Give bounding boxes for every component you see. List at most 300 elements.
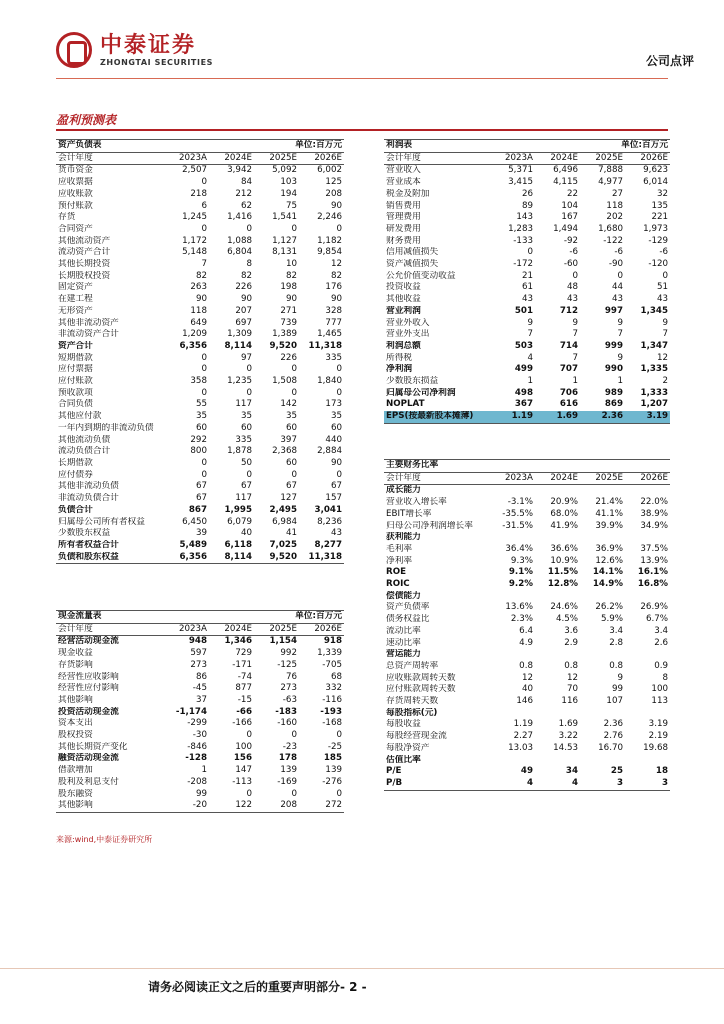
row-value: 1.19 bbox=[513, 719, 533, 730]
row-label: 负债合计 bbox=[58, 504, 93, 515]
row-value: 226 bbox=[235, 282, 252, 293]
table-title: 资产负债表 bbox=[56, 140, 254, 153]
row-value bbox=[535, 708, 580, 720]
row-value: 503 bbox=[514, 340, 533, 351]
table-row bbox=[56, 294, 344, 306]
row-label: 管理费用 bbox=[386, 212, 421, 223]
row-label: 偿债能力 bbox=[386, 590, 421, 601]
row-value: 739 bbox=[280, 317, 297, 328]
row-value: 7 bbox=[572, 329, 579, 340]
row-value: 37.5% bbox=[640, 543, 669, 554]
year-header: 2026E bbox=[299, 152, 344, 165]
row-label: 货币资金 bbox=[58, 165, 93, 176]
table-unit: 单位:百万元 bbox=[254, 611, 344, 624]
row-value: 0 bbox=[291, 387, 297, 398]
table-row bbox=[384, 318, 670, 330]
row-label: 每股经营现金流 bbox=[386, 731, 447, 742]
table-row bbox=[56, 341, 344, 353]
row-value: 9 bbox=[617, 317, 624, 328]
row-label: 股东融资 bbox=[58, 788, 93, 799]
section-divider bbox=[56, 129, 668, 131]
table-row bbox=[56, 718, 344, 730]
row-value: 729 bbox=[235, 648, 252, 659]
row-label: 研发费用 bbox=[386, 223, 421, 234]
row-value: 616 bbox=[559, 399, 579, 410]
row-value: 90 bbox=[240, 294, 252, 305]
row-value: 113 bbox=[651, 696, 669, 707]
row-value: 397 bbox=[280, 434, 297, 445]
row-value: 104 bbox=[561, 200, 579, 211]
row-value bbox=[490, 485, 535, 497]
row-value: 2,368 bbox=[272, 446, 297, 457]
row-value: -846 bbox=[187, 741, 207, 752]
table-row bbox=[56, 742, 344, 754]
row-value: 6.7% bbox=[645, 614, 669, 625]
row-value: 6,356 bbox=[179, 340, 207, 351]
row-label: 流动负债合计 bbox=[58, 446, 111, 457]
header-divider bbox=[56, 78, 668, 79]
row-value: 1,973 bbox=[643, 223, 669, 234]
row-value: 9 bbox=[527, 317, 533, 328]
row-label: 其他应付款 bbox=[58, 411, 102, 422]
row-value: 11,318 bbox=[308, 340, 343, 351]
row-value: 67 bbox=[195, 481, 207, 492]
row-value: 157 bbox=[325, 493, 343, 504]
row-label: 其他长期资产变化 bbox=[58, 741, 128, 752]
row-value: 9,520 bbox=[254, 552, 299, 564]
table-unit: 单位:百万元 bbox=[254, 140, 344, 153]
row-value: 6,356 bbox=[164, 552, 209, 564]
row-value: 0 bbox=[201, 352, 207, 363]
row-value: 32 bbox=[656, 188, 669, 199]
table-row bbox=[384, 341, 670, 353]
row-value: 0 bbox=[336, 788, 343, 799]
source-note: 来源:wind,中泰证券研究所 bbox=[56, 835, 153, 844]
table-title-row bbox=[56, 140, 344, 153]
table-row bbox=[56, 271, 344, 283]
row-value: 16.1% bbox=[637, 567, 669, 578]
table-row bbox=[384, 731, 670, 743]
row-label: 营业收入 bbox=[386, 165, 421, 176]
row-value: 7 bbox=[617, 329, 624, 340]
row-value: 0 bbox=[246, 730, 252, 741]
row-value: -31.5% bbox=[502, 520, 533, 531]
row-value: 999 bbox=[604, 340, 624, 351]
row-label: 投资收益 bbox=[386, 282, 421, 293]
row-value: 8 bbox=[246, 259, 252, 270]
row-label: ROIC bbox=[386, 579, 410, 590]
table-row bbox=[384, 201, 670, 213]
row-value: 3.22 bbox=[558, 731, 579, 742]
row-value: 9,520 bbox=[269, 340, 297, 351]
table-row bbox=[56, 765, 344, 777]
row-value: 39 bbox=[195, 528, 207, 539]
table-row bbox=[56, 282, 344, 294]
row-label: 营运能力 bbox=[386, 649, 421, 660]
table-header-row bbox=[384, 472, 670, 485]
row-value bbox=[490, 755, 535, 767]
row-value: 707 bbox=[559, 364, 579, 375]
year-header: 2023A bbox=[164, 152, 209, 165]
row-value: 1,154 bbox=[269, 636, 297, 647]
row-value: 1,339 bbox=[317, 648, 343, 659]
table-row bbox=[56, 376, 344, 388]
row-value: 67 bbox=[285, 481, 297, 492]
row-value: 335 bbox=[325, 352, 343, 363]
row-value: 1,541 bbox=[272, 212, 297, 223]
table-row bbox=[56, 540, 344, 552]
row-value: 118 bbox=[606, 200, 624, 211]
row-value: 99 bbox=[195, 788, 207, 799]
row-value bbox=[490, 532, 535, 544]
row-value: 6,002 bbox=[317, 165, 343, 176]
row-value: 50 bbox=[240, 457, 252, 468]
table-row bbox=[56, 224, 344, 236]
row-label: 销售费用 bbox=[386, 200, 421, 211]
row-value bbox=[580, 532, 625, 544]
row-label: 其他非流动资产 bbox=[58, 317, 119, 328]
row-value: 2 bbox=[662, 376, 669, 387]
logo-en-text: ZHONGTAI SECURITIES bbox=[100, 57, 213, 67]
table-row bbox=[56, 493, 344, 505]
row-value: 332 bbox=[325, 683, 343, 694]
table-row bbox=[384, 376, 670, 388]
row-value: 39.9% bbox=[595, 520, 624, 531]
row-label: 流动资产合计 bbox=[58, 247, 111, 258]
row-value: 1,088 bbox=[227, 235, 252, 246]
row-value: -15 bbox=[237, 694, 252, 705]
year-header: 2025E bbox=[254, 152, 299, 165]
row-label: 借款增加 bbox=[58, 765, 93, 776]
row-value: 35 bbox=[285, 411, 297, 422]
row-label: 债务权益比 bbox=[386, 614, 430, 625]
row-value: 34 bbox=[565, 766, 579, 777]
row-value: 86 bbox=[195, 671, 207, 682]
row-value: 16.8% bbox=[637, 579, 669, 590]
row-value: 0 bbox=[617, 270, 624, 281]
row-value: 35 bbox=[195, 411, 207, 422]
row-value: 60 bbox=[240, 422, 252, 433]
row-value: 4.5% bbox=[555, 614, 579, 625]
table-row bbox=[56, 505, 344, 517]
row-label: 其他影响 bbox=[56, 800, 164, 812]
table-row bbox=[384, 614, 670, 626]
table-row bbox=[56, 481, 344, 493]
row-label: 其他流动资产 bbox=[58, 235, 111, 246]
row-value: 1,347 bbox=[640, 340, 669, 351]
row-value: 867 bbox=[188, 504, 207, 515]
row-value: 67 bbox=[195, 493, 207, 504]
row-value: 0.8 bbox=[519, 660, 533, 671]
header-label: 会计年度 bbox=[384, 152, 490, 165]
row-value: 712 bbox=[559, 305, 579, 316]
table-row bbox=[384, 306, 670, 318]
row-value: -66 bbox=[236, 706, 252, 717]
row-label: P/E bbox=[386, 766, 402, 777]
row-value: 328 bbox=[325, 305, 343, 316]
row-value: 7 bbox=[662, 329, 669, 340]
row-value: 1 bbox=[617, 376, 624, 387]
row-value: 12.8% bbox=[547, 579, 579, 590]
row-value: -90 bbox=[608, 259, 624, 270]
row-value: 989 bbox=[604, 387, 624, 398]
row-label: EPS(按最新股本摊薄) bbox=[384, 411, 490, 423]
row-value: -169 bbox=[277, 776, 297, 787]
row-value: 7 bbox=[572, 352, 579, 363]
row-value: 2.3% bbox=[510, 614, 533, 625]
cash-flow-table bbox=[56, 610, 344, 813]
table-row bbox=[384, 509, 670, 521]
row-value: -63 bbox=[282, 694, 297, 705]
row-value: 1,207 bbox=[640, 399, 669, 410]
table-row bbox=[384, 521, 670, 533]
row-value: 5,489 bbox=[179, 539, 207, 550]
row-value: -45 bbox=[192, 683, 207, 694]
row-value: 1,840 bbox=[317, 376, 343, 387]
row-value: 99 bbox=[611, 684, 624, 695]
row-label: 预付账款 bbox=[58, 200, 93, 211]
row-value: 41.9% bbox=[550, 520, 579, 531]
row-value: 70 bbox=[566, 684, 579, 695]
table-row bbox=[384, 294, 670, 306]
table-title-row bbox=[56, 611, 344, 624]
row-value: 0 bbox=[201, 177, 207, 188]
row-value: 0 bbox=[336, 730, 343, 741]
row-value: 3 bbox=[580, 778, 625, 790]
row-label: 经营性应付影响 bbox=[58, 683, 119, 694]
row-label: 股权投资 bbox=[58, 730, 93, 741]
row-value: -6 bbox=[569, 247, 579, 258]
row-value: 0 bbox=[246, 387, 252, 398]
row-value: 1 bbox=[201, 765, 207, 776]
table-row bbox=[56, 236, 344, 248]
row-value bbox=[535, 649, 580, 661]
table-row bbox=[56, 648, 344, 660]
balance-sheet-table bbox=[56, 139, 344, 564]
row-value: 1,335 bbox=[640, 364, 669, 375]
table-row bbox=[384, 661, 670, 673]
table-row bbox=[384, 177, 670, 189]
row-value: -129 bbox=[648, 235, 669, 246]
table-row bbox=[384, 259, 670, 271]
row-value: 24.6% bbox=[550, 602, 579, 613]
row-label: 每股收益 bbox=[386, 719, 421, 730]
row-value: 198 bbox=[280, 282, 297, 293]
footer-divider bbox=[0, 968, 724, 969]
row-value: 48 bbox=[566, 282, 579, 293]
row-label: 其他流动负债 bbox=[58, 434, 111, 445]
table-row bbox=[384, 778, 670, 790]
row-value bbox=[580, 708, 625, 720]
table-row bbox=[56, 259, 344, 271]
row-value: 3,041 bbox=[314, 504, 343, 515]
row-value: 9 bbox=[662, 317, 669, 328]
row-value: 41.1% bbox=[595, 508, 624, 519]
year-header: 2024E bbox=[535, 152, 580, 165]
year-header: 2024E bbox=[535, 472, 580, 485]
row-value: 6 bbox=[201, 200, 207, 211]
row-value: 14.1% bbox=[592, 567, 624, 578]
row-value: 2.8 bbox=[609, 637, 624, 648]
table-row bbox=[384, 567, 670, 579]
row-label: 净利率 bbox=[386, 555, 413, 566]
year-header: 2026E bbox=[299, 623, 344, 636]
row-value: 0 bbox=[291, 364, 297, 375]
row-value: 13.6% bbox=[505, 602, 533, 613]
table-row bbox=[384, 556, 670, 568]
row-value: 9 bbox=[617, 672, 624, 683]
document-type: 公司点评 bbox=[645, 54, 694, 68]
row-value: 1,283 bbox=[508, 223, 533, 234]
row-value: -92 bbox=[563, 235, 579, 246]
row-value: 777 bbox=[325, 317, 343, 328]
row-label: 营业外支出 bbox=[386, 329, 430, 340]
row-label: 营业收入增长率 bbox=[386, 497, 447, 508]
row-value: 20.9% bbox=[550, 497, 579, 508]
row-value: 6,496 bbox=[553, 165, 579, 176]
row-label: 存货影响 bbox=[58, 659, 93, 670]
header-label: 会计年度 bbox=[56, 152, 164, 165]
row-value: 12 bbox=[330, 259, 343, 270]
row-value: 263 bbox=[190, 282, 207, 293]
row-value: 9.3% bbox=[510, 555, 533, 566]
row-value: 1.69 bbox=[558, 719, 579, 730]
row-label: 投资活动现金流 bbox=[58, 706, 119, 717]
row-value: 139 bbox=[325, 765, 343, 776]
row-label: 所得税 bbox=[386, 352, 413, 363]
row-value: 1,494 bbox=[553, 223, 579, 234]
row-label: 成长能力 bbox=[386, 485, 421, 496]
row-value: 60 bbox=[285, 422, 297, 433]
row-value: 40 bbox=[240, 528, 252, 539]
row-value: 1,209 bbox=[182, 329, 207, 340]
row-value: 5.9% bbox=[600, 614, 624, 625]
row-value bbox=[490, 649, 535, 661]
row-value: 2,246 bbox=[317, 212, 343, 223]
row-value: 139 bbox=[280, 765, 297, 776]
row-value: -6 bbox=[659, 247, 669, 258]
row-value: 14.53 bbox=[553, 742, 579, 753]
row-value: -20 bbox=[164, 800, 209, 812]
table-row bbox=[384, 544, 670, 556]
row-value: 89 bbox=[521, 200, 533, 211]
row-label: 经营活动现金流 bbox=[58, 636, 119, 647]
row-label: 归属母公司净利润 bbox=[386, 387, 456, 398]
row-value: 4,115 bbox=[553, 177, 579, 188]
table-row bbox=[384, 497, 670, 509]
year-header: 2023A bbox=[490, 472, 535, 485]
table-row bbox=[56, 789, 344, 801]
row-value: 75 bbox=[285, 200, 297, 211]
row-value: 82 bbox=[330, 270, 343, 281]
row-value: 43 bbox=[611, 294, 624, 305]
row-label: 归属母公司所有者权益 bbox=[58, 516, 145, 527]
row-value: 167 bbox=[561, 212, 579, 223]
row-value: -276 bbox=[322, 776, 343, 787]
row-value: 117 bbox=[235, 493, 252, 504]
row-value: 0 bbox=[201, 457, 207, 468]
row-value: 116 bbox=[561, 696, 579, 707]
row-value: 0.8 bbox=[609, 660, 624, 671]
row-value: 90 bbox=[330, 294, 343, 305]
row-value: 2.27 bbox=[513, 731, 533, 742]
table-row bbox=[384, 673, 670, 685]
row-value: -171 bbox=[232, 659, 252, 670]
row-value: 1,309 bbox=[227, 329, 252, 340]
table-row bbox=[384, 189, 670, 201]
row-label: 长期股权投资 bbox=[58, 270, 111, 281]
row-value: 43 bbox=[330, 528, 343, 539]
row-value: 1,416 bbox=[227, 212, 252, 223]
row-label: 资产合计 bbox=[58, 340, 93, 351]
row-value: 1,182 bbox=[317, 235, 343, 246]
row-value: -128 bbox=[185, 753, 207, 764]
row-value: 100 bbox=[235, 741, 252, 752]
row-value: 9.1% bbox=[508, 567, 533, 578]
table-row bbox=[384, 485, 670, 497]
table-header-row bbox=[384, 152, 670, 165]
row-value: 6,984 bbox=[272, 516, 297, 527]
row-value: 6,118 bbox=[224, 539, 252, 550]
table-row bbox=[56, 318, 344, 330]
row-value: 9,623 bbox=[643, 165, 669, 176]
row-value: 0 bbox=[291, 223, 297, 234]
row-value: 272 bbox=[299, 800, 344, 812]
row-label: 净利润 bbox=[386, 364, 413, 375]
row-label: 合同负债 bbox=[58, 399, 93, 410]
table-row bbox=[56, 247, 344, 259]
row-label: 存货周转天数 bbox=[386, 696, 439, 707]
row-value: 19.68 bbox=[643, 742, 669, 753]
table-row bbox=[56, 683, 344, 695]
row-value: 0 bbox=[201, 387, 207, 398]
table-row bbox=[384, 719, 670, 731]
row-value: 8,236 bbox=[317, 516, 343, 527]
row-value: 90 bbox=[285, 294, 297, 305]
row-value: 82 bbox=[195, 270, 207, 281]
row-label: 毛利率 bbox=[386, 543, 413, 554]
row-value: 12 bbox=[566, 672, 579, 683]
row-value: 49 bbox=[520, 766, 533, 777]
row-value: 2.6 bbox=[654, 637, 669, 648]
table-row bbox=[384, 591, 670, 603]
row-value: 208 bbox=[325, 188, 343, 199]
row-value: 82 bbox=[240, 270, 252, 281]
row-label: 其他收益 bbox=[386, 294, 421, 305]
row-value: 8,277 bbox=[314, 539, 343, 550]
row-value bbox=[625, 755, 670, 767]
table-unit: 单位:百万元 bbox=[580, 140, 670, 153]
row-value: 82 bbox=[285, 270, 297, 281]
row-value: 11.5% bbox=[547, 567, 579, 578]
row-label: 营业成本 bbox=[386, 177, 421, 188]
row-value: 273 bbox=[190, 659, 207, 670]
row-value: 273 bbox=[280, 683, 297, 694]
row-value: 143 bbox=[516, 212, 533, 223]
row-label: 现金收益 bbox=[58, 648, 93, 659]
row-value: 185 bbox=[323, 753, 343, 764]
table-row bbox=[56, 660, 344, 672]
row-value bbox=[625, 532, 670, 544]
row-value: 335 bbox=[235, 434, 252, 445]
row-label: 无形资产 bbox=[58, 305, 93, 316]
row-value: 0 bbox=[246, 223, 252, 234]
row-value: 67 bbox=[330, 481, 343, 492]
table-row bbox=[384, 282, 670, 294]
row-value: 997 bbox=[604, 305, 624, 316]
row-value: 1,235 bbox=[227, 376, 252, 387]
row-value: 0 bbox=[527, 247, 533, 258]
